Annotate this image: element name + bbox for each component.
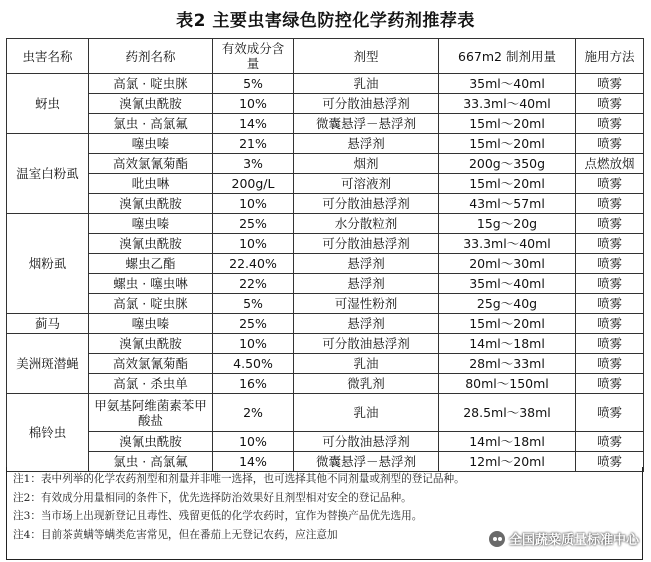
table-row	[7, 134, 644, 154]
note-4: 注4：目前茶黄螨等螨类危害常见，但在番茄上无登记农药，应注意加	[13, 528, 338, 541]
table-row	[7, 74, 644, 94]
agent-cell: 高氯 · 啶虫脒	[89, 294, 213, 314]
method-cell: 喷雾	[576, 114, 644, 134]
form-cell: 可分散油悬浮剂	[294, 432, 439, 452]
agent-cell: 高氯 · 啶虫脒	[89, 74, 213, 94]
method-cell: 喷雾	[576, 294, 644, 314]
table-row	[7, 354, 644, 374]
form-cell: 悬浮剂	[294, 254, 439, 274]
wechat-logo-icon	[489, 531, 505, 547]
form-cell: 微乳剂	[294, 374, 439, 394]
method-cell: 喷雾	[576, 254, 644, 274]
header-pest: 虫害名称	[7, 39, 89, 74]
dosage-cell: 200g～350g	[439, 154, 576, 174]
method-cell: 喷雾	[576, 314, 644, 334]
method-cell: 喷雾	[576, 234, 644, 254]
watermark	[487, 529, 641, 548]
table-row	[7, 394, 644, 432]
dosage-cell: 15ml～20ml	[439, 174, 576, 194]
content-cell: 10%	[213, 194, 294, 214]
form-cell: 可分散油悬浮剂	[294, 94, 439, 114]
table-row	[7, 154, 644, 174]
content-cell: 3%	[213, 154, 294, 174]
method-cell: 喷雾	[576, 354, 644, 374]
method-cell: 喷雾	[576, 394, 644, 432]
dosage-cell: 14ml～18ml	[439, 334, 576, 354]
dosage-cell: 80ml～150ml	[439, 374, 576, 394]
table-row	[7, 374, 644, 394]
form-cell: 微囊悬浮－悬浮剂	[294, 114, 439, 134]
content-cell: 5%	[213, 74, 294, 94]
pest-name-cell: 美洲斑潜蝇	[7, 334, 89, 394]
dosage-cell: 43ml～57ml	[439, 194, 576, 214]
table-row	[7, 432, 644, 452]
agent-cell: 氯虫 · 高氯氟	[89, 452, 213, 472]
form-cell: 烟剂	[294, 154, 439, 174]
agent-cell: 噻虫嗪	[89, 134, 213, 154]
header-agent: 药剂名称	[89, 39, 213, 74]
form-cell: 可分散油悬浮剂	[294, 334, 439, 354]
method-cell: 喷雾	[576, 174, 644, 194]
form-cell: 可湿性粉剂	[294, 294, 439, 314]
dosage-cell: 28.5ml～38ml	[439, 394, 576, 432]
table-title: 表2 主要虫害绿色防控化学药剂推荐表	[176, 11, 475, 31]
method-cell: 喷雾	[576, 452, 644, 472]
agent-cell: 高效氯氰菊酯	[89, 154, 213, 174]
header-content: 有效成分含量	[213, 39, 294, 74]
dosage-cell: 15ml～20ml	[439, 134, 576, 154]
form-cell: 乳油	[294, 394, 439, 432]
form-cell: 可分散油悬浮剂	[294, 194, 439, 214]
content-cell: 10%	[213, 432, 294, 452]
method-cell: 喷雾	[576, 194, 644, 214]
form-cell: 可溶液剂	[294, 174, 439, 194]
table-row	[7, 174, 644, 194]
table-row	[7, 194, 644, 214]
content-cell: 22%	[213, 274, 294, 294]
method-cell: 喷雾	[576, 274, 644, 294]
dosage-cell: 15ml～20ml	[439, 114, 576, 134]
pest-name-cell: 烟粉虱	[7, 214, 89, 314]
form-cell: 乳油	[294, 354, 439, 374]
agent-cell: 溴氰虫酰胺	[89, 334, 213, 354]
form-cell: 悬浮剂	[294, 134, 439, 154]
method-cell: 喷雾	[576, 334, 644, 354]
content-cell: 25%	[213, 214, 294, 234]
table-row	[7, 294, 644, 314]
method-cell: 喷雾	[576, 74, 644, 94]
form-cell: 可分散油悬浮剂	[294, 234, 439, 254]
form-cell: 悬浮剂	[294, 274, 439, 294]
dosage-cell: 15g～20g	[439, 214, 576, 234]
content-cell: 200g/L	[213, 174, 294, 194]
content-cell: 5%	[213, 294, 294, 314]
table-row	[7, 114, 644, 134]
dosage-cell: 15ml～20ml	[439, 314, 576, 334]
form-cell: 乳油	[294, 74, 439, 94]
table-row	[7, 214, 644, 234]
agent-cell: 噻虫嗪	[89, 214, 213, 234]
content-cell: 10%	[213, 234, 294, 254]
dosage-cell: 33.3ml～40ml	[439, 94, 576, 114]
content-cell: 4.50%	[213, 354, 294, 374]
dosage-cell: 25g～40g	[439, 294, 576, 314]
agent-cell: 甲氨基阿维菌素苯甲酸盐	[89, 394, 213, 432]
agent-cell: 氯虫 · 高氯氟	[89, 114, 213, 134]
table-row	[7, 94, 644, 114]
header-method: 施用方法	[576, 39, 644, 74]
method-cell: 点燃放烟	[576, 154, 644, 174]
agent-cell: 吡虫啉	[89, 174, 213, 194]
content-cell: 10%	[213, 94, 294, 114]
dosage-cell: 35ml～40ml	[439, 74, 576, 94]
form-cell: 微囊悬浮－悬浮剂	[294, 452, 439, 472]
content-cell: 16%	[213, 374, 294, 394]
table-row	[7, 334, 644, 354]
content-cell: 14%	[213, 452, 294, 472]
method-cell: 喷雾	[576, 214, 644, 234]
note-2: 注2：有效成分用量相同的条件下，优先选择防治效果好且剂型相对安全的登记品种。	[13, 491, 412, 504]
content-cell: 25%	[213, 314, 294, 334]
pest-name-cell: 蚜虫	[7, 74, 89, 134]
dosage-cell: 28ml～33ml	[439, 354, 576, 374]
agent-cell: 螺虫 · 噻虫啉	[89, 274, 213, 294]
method-cell: 喷雾	[576, 432, 644, 452]
method-cell: 喷雾	[576, 134, 644, 154]
content-cell: 22.40%	[213, 254, 294, 274]
header-form: 剂型	[294, 39, 439, 74]
dosage-cell: 33.3ml～40ml	[439, 234, 576, 254]
agent-cell: 高氯 · 杀虫单	[89, 374, 213, 394]
pest-name-cell: 棉铃虫	[7, 394, 89, 472]
table-body	[7, 74, 644, 472]
form-cell: 水分散粒剂	[294, 214, 439, 234]
agent-cell: 溴氰虫酰胺	[89, 94, 213, 114]
content-cell: 14%	[213, 114, 294, 134]
dosage-cell: 20ml～30ml	[439, 254, 576, 274]
table-row	[7, 254, 644, 274]
agent-cell: 溴氰虫酰胺	[89, 432, 213, 452]
agent-cell: 溴氰虫酰胺	[89, 234, 213, 254]
table-row	[7, 234, 644, 254]
method-cell: 喷雾	[576, 94, 644, 114]
pest-name-cell: 温室白粉虱	[7, 134, 89, 214]
watermark-text: 全国蔬菜质量标准中心	[508, 533, 639, 548]
pesticide-table	[6, 38, 644, 472]
form-cell: 悬浮剂	[294, 314, 439, 334]
table-row	[7, 314, 644, 334]
content-cell: 10%	[213, 334, 294, 354]
agent-cell: 螺虫乙酯	[89, 254, 213, 274]
pest-name-cell: 蓟马	[7, 314, 89, 334]
agent-cell: 高效氯氰菊酯	[89, 354, 213, 374]
note-3: 注3：当市场上出现新登记且毒性、残留更低的化学农药时，宜作为替换产品优先选用。	[13, 510, 423, 522]
agent-cell: 溴氰虫酰胺	[89, 194, 213, 214]
dosage-cell: 35ml～40ml	[439, 274, 576, 294]
header-row	[7, 39, 644, 74]
dosage-cell: 12ml～20ml	[439, 452, 576, 472]
header-dosage: 667m2 制剂用量	[439, 39, 576, 74]
note-1: 注1：表中列举的化学农药剂型和剂量并非唯一选择，也可选择其他不同剂量或剂型的登记品种。	[13, 473, 465, 485]
dosage-cell: 14ml～18ml	[439, 432, 576, 452]
content-cell: 21%	[213, 134, 294, 154]
table-row	[7, 274, 644, 294]
content-cell: 2%	[213, 394, 294, 432]
method-cell: 喷雾	[576, 374, 644, 394]
agent-cell: 噻虫嗪	[89, 314, 213, 334]
